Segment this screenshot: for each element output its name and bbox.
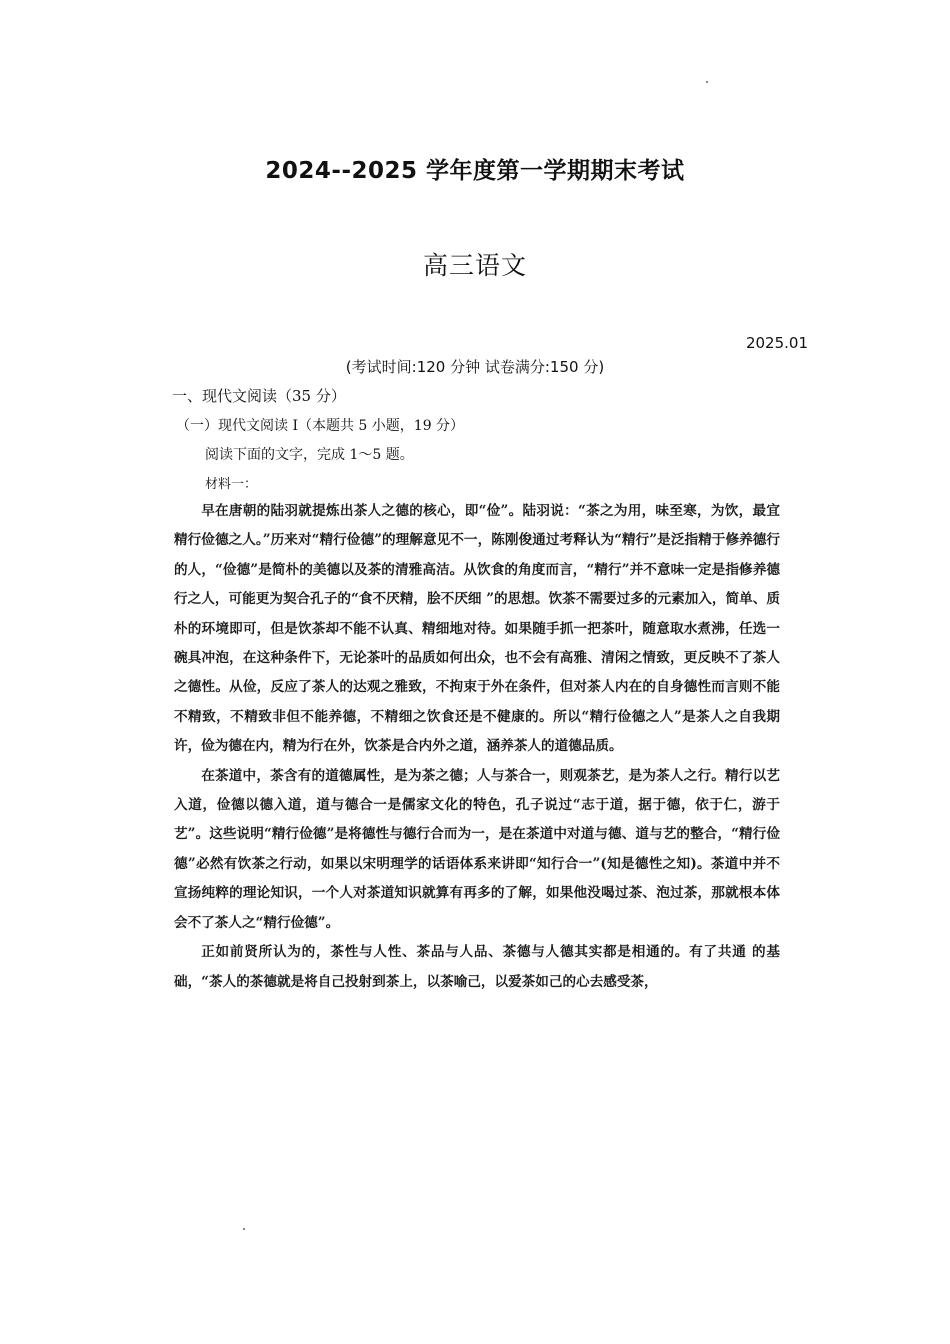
material-label: 材料一：: [205, 477, 258, 492]
reading-passage: [174, 497, 780, 997]
passage-paragraph: 早在唐朝的陆羽就提炼出茶人之德的核心，即“俭”。陆羽说：“茶之为用，味至寒，为饮，最宜精行俭德之人。”历来对“精行俭德”的理解意见不一，陈刚俊通过考释认为“精行”是泛指精于修养德行的人，“俭德”是简朴的美德以及茶的清雅高洁。从饮食的角度而言，“精行”并不意味一定是指修养德行之人，可能更为契合孔子的“食不厌精，脍不厌细 ”的思想。饮茶不需要过多的元素加入，简单、质朴的环境即可，但是饮茶却不能不认真、精细地对待。如果随手抓一把茶叶，随意取水煮沸，任选一碗具冲泡，在这种条件下，无论茶叶的品质如何出众，也不会有高雅、清闲之情致，更反映不了茶人之德性。从俭，反应了茶人的达观之雅致，不拘束于外在条件，但对茶人内在的自身德性而言则不能不精致，不精致非但不能养德，不精细之饮食还是不健康的。所以“精行俭德之人”是茶人之自我期许，俭为德在内，精为行在外，饮茶是合内外之道，涵养茶人的道德品质。: [174, 503, 780, 755]
reading-instruction: 阅读下面的文字，完成 1～5 题。: [205, 447, 414, 463]
section-heading: 一、现代文阅读（35 分）: [172, 387, 346, 405]
exam-date: 2025.01: [745, 334, 808, 352]
exam-title: 2024--2025 学年度第一学期期末考试: [265, 158, 685, 184]
scan-mark: [706, 81, 708, 83]
passage-paragraph: 正如前贤所认为的，茶性与人性、茶品与人品、茶德与人德其实都是相通的。有了共通 的基础，“茶人的茶德就是将自己投射到茶上，以茶喻己，以爱茶如己的心去感受茶，: [174, 944, 780, 990]
subject-title: 高三语文: [422, 251, 527, 280]
subsection-heading: （一）现代文阅读 I（本题共 5 小题，19 分）: [176, 418, 465, 434]
exam-time-and-score: (考试时间:120 分钟 试卷满分:150 分): [345, 358, 605, 376]
passage-paragraph: 在茶道中，茶含有的道德属性，是为茶之德；人与茶合一，则观茶艺，是为茶人之行。精行以艺入道，俭德以德入道，道与德合一是儒家文化的特色，孔子说过“志于道，据于德，依于仁，游于艺”。这些说明“精行俭德”是将德性与德行合而为一，是在茶道中对道与德、道与艺的整合，“精行俭德”必然有饮茶之行动，如果以宋明理学的话语体系来讲即“知行合一”(知是德性之知)。茶道中并不宣扬纯粹的理论知识，一个人对茶道知识就算有再多的了解，如果他没喝过茶、泡过茶，那就根本体会不了茶人之“精行俭德”。: [174, 767, 780, 931]
scan-mark: [243, 1228, 245, 1230]
